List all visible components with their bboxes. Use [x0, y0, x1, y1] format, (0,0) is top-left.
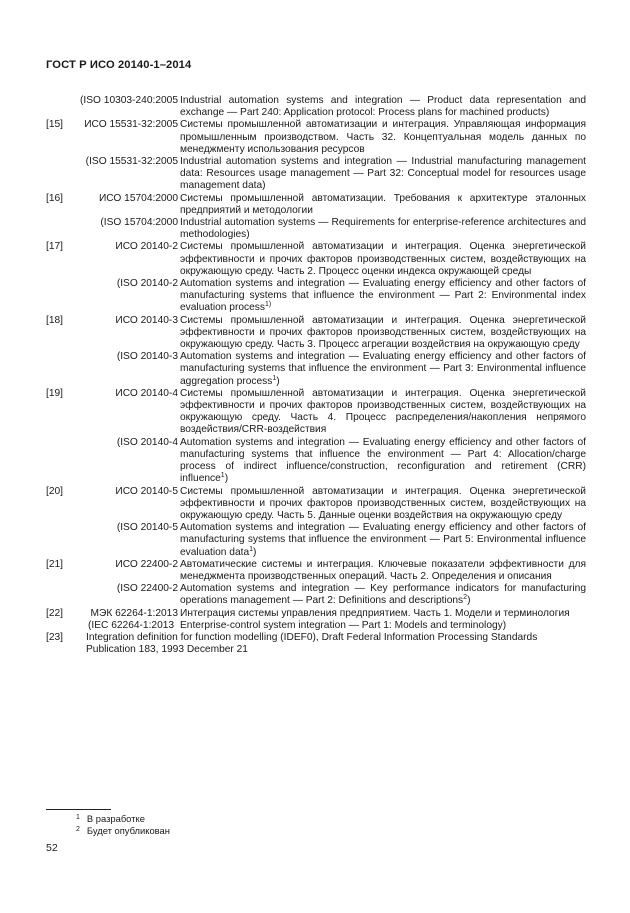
footnote-reference: 2 — [463, 594, 468, 602]
reference-entry — [46, 632, 586, 656]
standard-code: (ISO 20140-2 — [116, 278, 178, 290]
reference-entry — [46, 193, 586, 217]
reference-title-text: Автоматические системы и интеграция. Ключевые показатели эффективности для менеджмента производственных операций. Часть 2. Определения и описания — [180, 558, 586, 582]
reference-title — [180, 315, 586, 352]
reference-title-text: Системы промышленной автоматизации. Требования к архитектуре эталонных предприятий и методологии — [180, 192, 586, 216]
reference-entry — [46, 156, 586, 193]
reference-title-text: Enterprise-control system integration — Part 1: Models and terminology) — [180, 619, 507, 631]
reference-entry — [46, 388, 586, 437]
reference-title-text: Системы промышленной автоматизации и интеграция. Оценка энергетической эффективности и прочих факторов производственных систем, воздействующих на окружающую среду. Часть 2. Процесс оценки индекса окружающей среды — [180, 241, 586, 277]
reference-number: [23] — [46, 631, 63, 643]
reference-number — [46, 217, 78, 241]
reference-title — [180, 522, 586, 559]
standard-code: (ISO 15704:2000 — [100, 217, 178, 229]
footnotes — [76, 813, 170, 837]
reference-title-text: Industrial automation systems and integration — Industrial manufacturing management data: Resources usage management — Part 32: Conceptual model for resources usage management data) — [180, 156, 586, 192]
footnote-text: Будет опубликован — [86, 825, 170, 836]
reference-entry — [46, 315, 586, 352]
standard-code: (IEC 62264-1:2013 — [88, 619, 175, 631]
reference-number: [20] — [46, 485, 63, 497]
reference-title — [180, 351, 586, 388]
footnote-mark: 2 — [76, 826, 80, 833]
reference-number — [46, 156, 78, 193]
reference-title — [180, 217, 586, 241]
reference-title-text: Automation systems and integration — Evaluating energy efficiency and other factors of manufacturing systems that influence the environment — Part 3: Environmental influence aggregation process — [180, 351, 586, 387]
reference-number: [18] — [46, 314, 63, 326]
footnote-reference: 1 — [249, 545, 254, 553]
reference-title-text: Automation systems and integration — Evaluating energy efficiency and other factors of manufacturing systems that influence the environment — Part 4: Allocation/charge process of indirect influence/construction, reconfiguration and retirement (CRR) influence — [180, 436, 586, 485]
reference-entry — [46, 608, 586, 620]
standard-code: ИСО 15531-32:2005 — [84, 119, 178, 131]
reference-title — [78, 632, 586, 656]
reference-entry — [46, 583, 586, 607]
footnote-divider — [46, 809, 111, 810]
reference-title — [180, 119, 586, 156]
page-number: 52 — [46, 842, 58, 854]
reference-title-text: Системы промышленной автоматизации и интеграция. Управляющая информация промышленным производством. Часть 32. Концептуальная модель данных по менеджменту использования ресурсов — [180, 119, 586, 155]
reference-number: [16] — [46, 192, 63, 204]
reference-title — [180, 193, 586, 217]
reference-title-text: Industrial automation systems — Requirements for enterprise-reference architectures and methodologies) — [180, 217, 586, 241]
footnote-reference: 1) — [264, 301, 272, 309]
closing-paren: ) — [253, 546, 257, 558]
reference-title-text: Industrial automation systems and integration — Product data representation and exchange — Part 240: Application protocol: Process plans for machined products) — [180, 95, 586, 119]
reference-entry — [46, 437, 586, 486]
reference-title-text: Интеграция системы управления предприятием. Часть 1. Модели и терминология — [180, 607, 570, 619]
standard-code: ИСО 20140-4 — [115, 387, 178, 399]
reference-title-text: Системы промышленной автоматизации и интеграция. Оценка энергетической эффективности и прочих факторов производственных систем, воздействующих на окружающую среду. Часть 3. Процесс агрегации воздействия на окружающую среду — [180, 314, 586, 351]
reference-number — [46, 278, 78, 315]
standard-code: ИСО 22400-2 — [115, 558, 178, 570]
reference-title — [180, 608, 586, 620]
bibliography-list — [46, 95, 586, 656]
standard-code: (ISO 20140-5 — [116, 522, 178, 534]
reference-title — [180, 620, 586, 632]
standard-code: (ISO 10303-240:2005 — [80, 95, 178, 106]
reference-title — [180, 388, 586, 437]
reference-entry — [46, 278, 586, 315]
standard-code: ИСО 15704:2000 — [98, 192, 178, 204]
footnote-1 — [76, 813, 170, 825]
closing-paren: ) — [467, 595, 471, 607]
reference-number — [46, 620, 78, 632]
footnote-text: В разработке — [86, 813, 145, 824]
reference-entry — [46, 119, 586, 156]
reference-title-text: Системы промышленной автоматизации и интеграция. Оценка энергетической эффективности и прочих факторов производственных систем, воздействующих на окружающую среду. Часть 5. Данные оценки воздействия на окружающую среду — [180, 485, 586, 521]
standard-code: (ISO 20140-4 — [116, 436, 178, 448]
reference-title — [180, 559, 586, 583]
closing-paren: ) — [276, 375, 280, 387]
standard-code: (ISO 20140-3 — [116, 351, 178, 363]
reference-title — [180, 486, 586, 523]
reference-title — [180, 437, 586, 486]
standard-code: ИСО 20140-3 — [115, 314, 178, 326]
reference-title-text: Automation systems and integration — Key performance indicators for manufacturing operations management — Part 2: Definitions and descriptions — [180, 583, 586, 607]
reference-title — [180, 278, 586, 315]
document-header: ГОСТ Р ИСО 20140-1–2014 — [46, 59, 192, 71]
reference-entry — [46, 559, 586, 583]
reference-number — [46, 522, 78, 559]
standard-code: ИСО 20140-2 — [115, 241, 178, 253]
reference-number — [46, 95, 78, 119]
footnote-mark: 1 — [76, 814, 80, 821]
reference-title — [180, 583, 586, 607]
reference-number: [15] — [46, 119, 63, 131]
footnote-2 — [76, 825, 170, 837]
reference-number: [22] — [46, 607, 63, 619]
reference-title-text: Automation systems and integration — Evaluating energy efficiency and other factors of manufacturing systems that influence the environment — Part 5: Environmental influence evaluation data — [180, 522, 586, 558]
reference-entry — [46, 95, 586, 119]
reference-number: [21] — [46, 558, 63, 570]
standard-code: МЭК 62264-1:2013 — [90, 607, 178, 619]
footnote-reference: 1 — [272, 374, 277, 382]
reference-title — [180, 156, 586, 193]
reference-number: [17] — [46, 241, 63, 253]
reference-title — [180, 95, 586, 119]
reference-entry — [46, 620, 586, 632]
reference-entry — [46, 241, 586, 278]
reference-number — [46, 437, 78, 486]
reference-entry — [46, 351, 586, 388]
reference-title-text: Integration definition for function modelling (IDEF0), Draft Federal Information Processing Standards Publication 183, 1993 December 21 — [86, 631, 538, 656]
closing-paren: ) — [224, 473, 229, 485]
reference-number — [46, 583, 78, 607]
footnote-reference: 1 — [220, 472, 225, 480]
reference-entry — [46, 522, 586, 559]
standard-code: (ISO 15531-32:2005 — [85, 156, 178, 168]
standard-code: (ISO 22400-2 — [116, 583, 178, 595]
reference-entry — [46, 486, 586, 523]
reference-number — [46, 351, 78, 388]
reference-title-text: Automation systems and integration — Evaluating energy efficiency and other factors of manufacturing systems that influence the environment — Part 2: Environmental index evaluation process — [180, 278, 586, 314]
standard-code: ИСО 20140-5 — [115, 485, 178, 497]
reference-entry — [46, 217, 586, 241]
reference-title — [180, 241, 586, 278]
reference-title-text: Системы промышленной автоматизации и интеграция. Оценка энергетической эффективности и прочих факторов производственных систем, воздействующих на окружающую среду. Часть 4. Процесс распределения/накопления непрямого воздействия/CRR-воздействия — [180, 387, 586, 436]
reference-number: [19] — [46, 387, 63, 399]
